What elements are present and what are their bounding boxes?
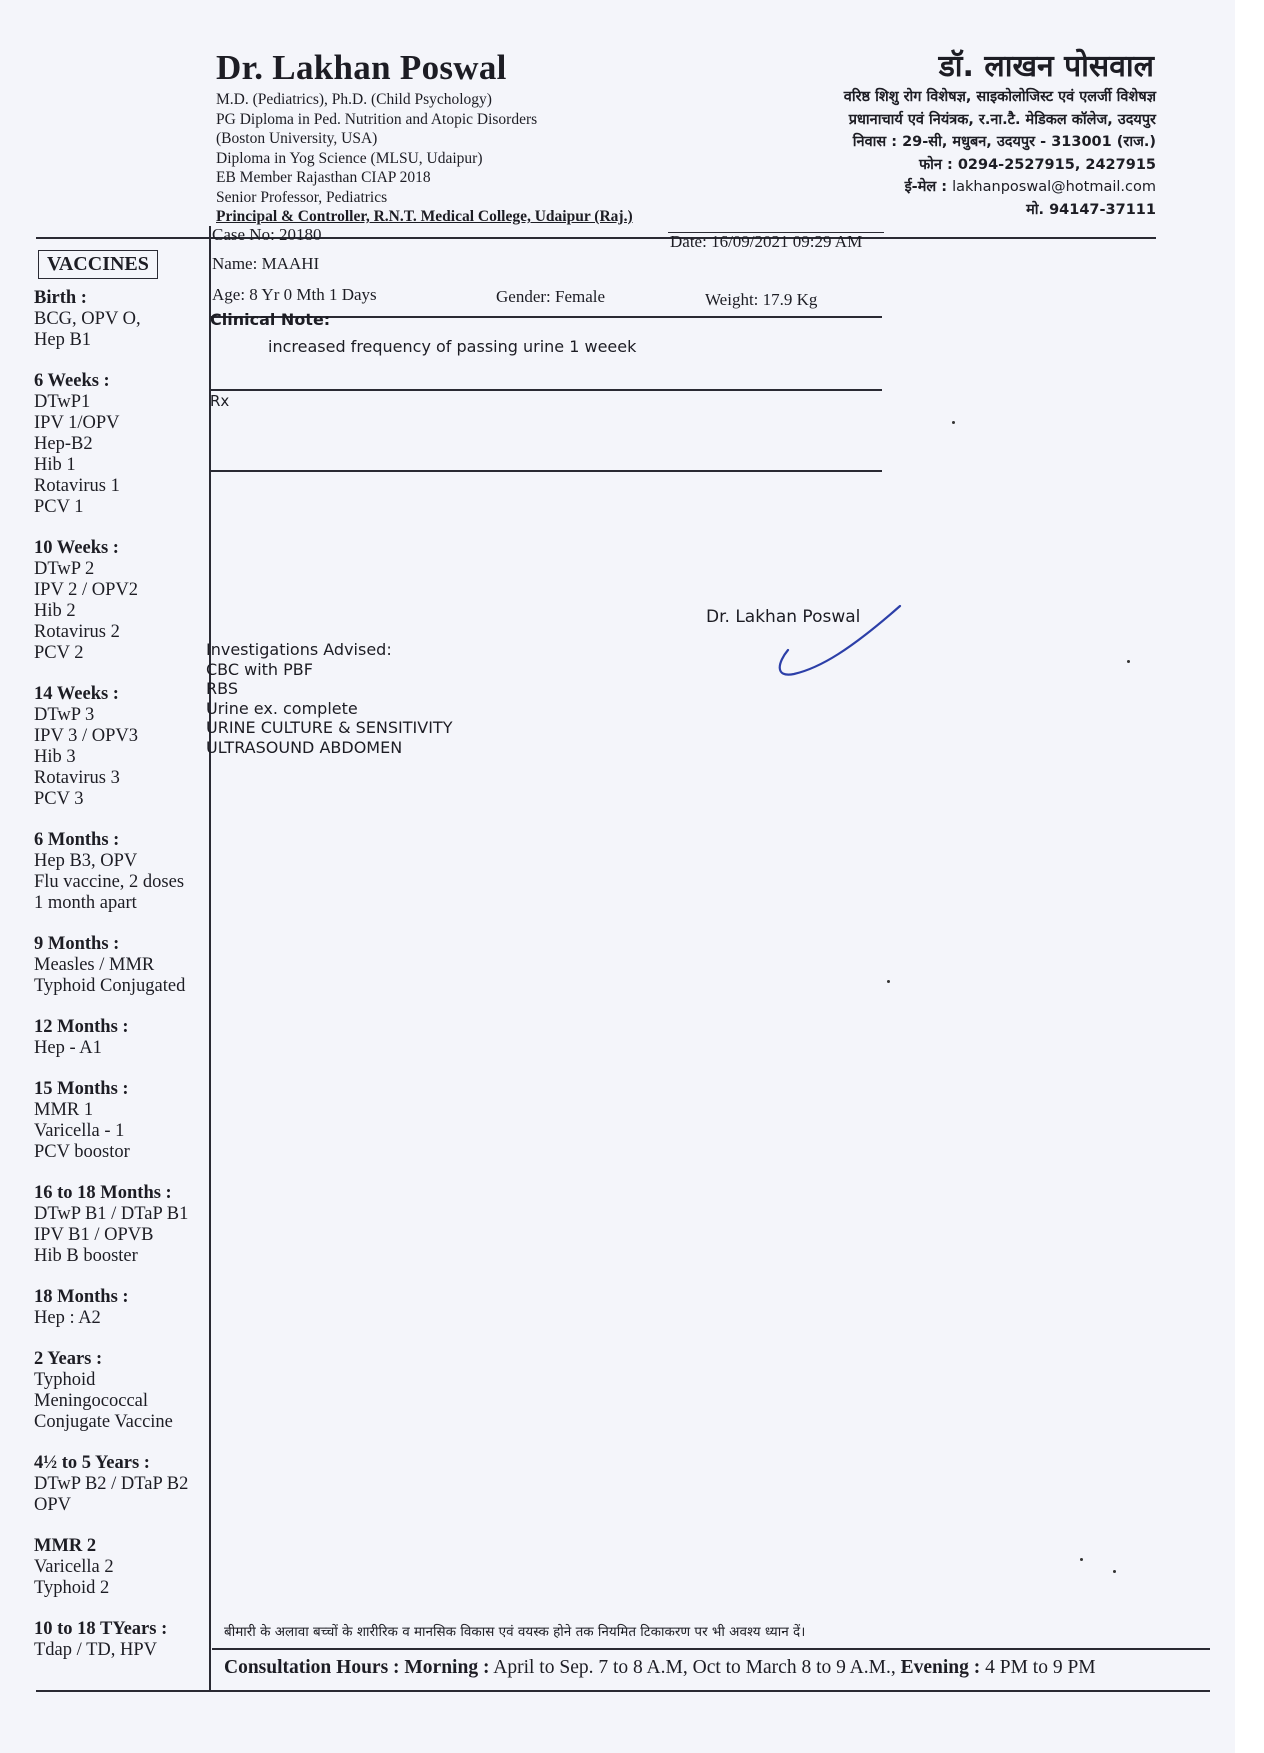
scan-speck bbox=[1080, 1558, 1083, 1561]
vaccine-item: Tdap / TD, HPV bbox=[34, 1640, 157, 1660]
email-line bbox=[844, 176, 1156, 199]
consultation-label: Consultation Hours : bbox=[224, 1657, 400, 1678]
vaccine-item: Hib B booster bbox=[34, 1246, 138, 1266]
vaccine-item: Rotavirus 1 bbox=[34, 476, 120, 496]
scan-speck bbox=[952, 421, 955, 424]
vaccine-group bbox=[34, 1619, 209, 1661]
vaccine-item: Hep : A2 bbox=[34, 1308, 101, 1328]
investigation-item: Urine ex. complete bbox=[206, 698, 358, 718]
vaccine-item: Typhoid Conjugated bbox=[34, 976, 186, 996]
patient-name: Name: MAAHI bbox=[212, 254, 320, 273]
vaccine-item: DTwP 2 bbox=[34, 559, 95, 579]
qualifications bbox=[216, 90, 633, 227]
investigation-item: RBS bbox=[206, 679, 238, 698]
vaccine-group bbox=[34, 1453, 209, 1516]
scan-speck bbox=[1127, 660, 1130, 663]
evening-label: Evening : bbox=[900, 1657, 981, 1678]
vaccine-item: Hib 1 bbox=[34, 455, 76, 475]
vaccine-group-heading: 15 Months : bbox=[34, 1079, 129, 1099]
vaccine-group bbox=[34, 1349, 209, 1433]
vaccine-group-heading: 6 Months : bbox=[34, 830, 120, 850]
vaccine-group bbox=[34, 1079, 209, 1163]
signature-name: Dr. Lakhan Poswal bbox=[706, 607, 861, 627]
vaccine-item: Varicella 2 bbox=[34, 1557, 114, 1577]
vaccine-item: PCV 1 bbox=[34, 497, 84, 517]
vaccine-item: Conjugate Vaccine bbox=[34, 1412, 173, 1432]
footer-top-rule bbox=[212, 1648, 1210, 1650]
rx-label: Rx bbox=[210, 392, 230, 410]
vaccine-item: PCV 2 bbox=[34, 643, 84, 663]
vaccine-group bbox=[34, 1183, 209, 1267]
vaccine-item: Flu vaccine, 2 doses bbox=[34, 872, 185, 892]
vaccine-item: Typhoid bbox=[34, 1370, 96, 1390]
vaccine-item: IPV 2 / OPV2 bbox=[34, 580, 138, 600]
consultation-hours bbox=[224, 1657, 1096, 1679]
vaccine-group bbox=[34, 538, 209, 664]
clinical-note-underline bbox=[210, 389, 882, 391]
vaccine-item: Typhoid 2 bbox=[34, 1578, 110, 1598]
investigations-title: Investigations Advised: bbox=[206, 640, 392, 659]
vaccine-item: 1 month apart bbox=[34, 893, 137, 913]
evening-hours: 4 PM to 9 PM bbox=[985, 1657, 1096, 1678]
vaccine-item: DTwP B2 / DTaP B2 bbox=[34, 1474, 189, 1494]
case-number: Case No: 20180 bbox=[212, 225, 322, 244]
vaccine-group-heading: 9 Months : bbox=[34, 934, 120, 954]
hindi-line: प्रधानाचार्य एवं नियंत्रक, र.ना.टै. मेडिकल कॉलेज, उदयपुर bbox=[848, 111, 1156, 128]
vaccine-schedule bbox=[34, 288, 209, 1681]
vaccine-group-heading: 4½ to 5 Years : bbox=[34, 1453, 150, 1473]
qualification-line: Diploma in Yog Science (MLSU, Udaipur) bbox=[216, 149, 483, 167]
vaccine-item: DTwP B1 / DTaP B1 bbox=[34, 1204, 189, 1224]
footer-advice: बीमारी के अलावा बच्चों के शारीरिक व मानसिक विकास एवं वयस्क होने तक नियमित टिकाकरण पर भी अवश्य ध्यान दें। bbox=[224, 1624, 806, 1640]
email-address: lakhanposwal@hotmail.com bbox=[952, 179, 1156, 195]
vaccine-item: IPV 1/OPV bbox=[34, 413, 120, 433]
vaccine-group bbox=[34, 288, 209, 351]
investigations bbox=[206, 640, 452, 757]
clinical-note-text: increased frequency of passing urine 1 weeek bbox=[268, 337, 637, 356]
vaccine-group bbox=[34, 830, 209, 914]
email-label: ई-मेल : bbox=[904, 179, 948, 195]
vaccine-item: Hep-B2 bbox=[34, 434, 93, 454]
vaccine-item: Meningococcal bbox=[34, 1391, 149, 1411]
vaccine-item: Varicella - 1 bbox=[34, 1121, 125, 1141]
morning-label: Morning : bbox=[404, 1657, 490, 1678]
vaccine-item: DTwP 3 bbox=[34, 705, 95, 725]
vaccine-group-heading: 10 to 18 TYears : bbox=[34, 1619, 168, 1639]
qualification-line: EB Member Rajasthan CIAP 2018 bbox=[216, 169, 431, 186]
qualification-line: Senior Professor, Pediatrics bbox=[216, 188, 388, 206]
hindi-doctor-name: डॉ. लाखन पोसवाल bbox=[938, 49, 1154, 84]
vaccine-group bbox=[34, 1536, 209, 1599]
vaccine-item: PCV 3 bbox=[34, 789, 84, 809]
page-edge bbox=[1235, 0, 1264, 1753]
vaccine-item: Rotavirus 2 bbox=[34, 622, 120, 642]
visit-date: Date: 16/09/2021 09:29 AM bbox=[670, 232, 863, 251]
qualification-line: M.D. (Pediatrics), Ph.D. (Child Psychology) bbox=[216, 91, 492, 108]
patient-weight: Weight: 17.9 Kg bbox=[705, 290, 818, 309]
handwritten-signature bbox=[770, 600, 920, 680]
vaccine-group-heading: Birth : bbox=[34, 288, 87, 308]
clinical-note-label: Clinical Note: bbox=[210, 310, 331, 329]
patient-gender: Gender: Female bbox=[496, 287, 606, 306]
hindi-line: फोन : 0294-2527915, 2427915 bbox=[918, 156, 1156, 173]
doctor-name: Dr. Lakhan Poswal bbox=[216, 48, 507, 87]
vaccine-group-heading: 14 Weeks : bbox=[34, 684, 119, 704]
vaccine-group bbox=[34, 1287, 209, 1329]
vaccine-group-heading: 6 Weeks : bbox=[34, 371, 110, 391]
vaccine-group-heading: 12 Months : bbox=[34, 1017, 129, 1037]
vaccine-item: Hib 3 bbox=[34, 747, 76, 767]
vaccine-group bbox=[34, 371, 209, 518]
vaccine-item: OPV bbox=[34, 1495, 72, 1515]
vaccine-group bbox=[34, 934, 209, 997]
vaccine-item: Hep B1 bbox=[34, 330, 92, 350]
vaccine-item: Hib 2 bbox=[34, 601, 76, 621]
scan-speck bbox=[887, 980, 890, 983]
vaccines-title: VACCINES bbox=[38, 250, 158, 279]
hindi-line: वरिष्ठ शिशु रोग विशेषज्ञ, साइकोलोजिस्ट एवं एलर्जी विशेषज्ञ bbox=[843, 89, 1156, 105]
investigation-item: ULTRASOUND ABDOMEN bbox=[206, 737, 403, 757]
scan-speck bbox=[1113, 1570, 1116, 1573]
vaccine-item: DTwP1 bbox=[34, 392, 91, 412]
vaccine-item: Hep B3, OPV bbox=[34, 851, 138, 871]
footer-bottom-rule bbox=[36, 1690, 1210, 1692]
morning-hours: April to Sep. 7 to 8 A.M, Oct to March 8 to 9 A.M., bbox=[493, 1657, 896, 1678]
vaccine-item: MMR 1 bbox=[34, 1100, 94, 1120]
hindi-details bbox=[844, 86, 1156, 221]
qualification-line: (Boston University, USA) bbox=[216, 130, 378, 147]
vaccine-group-heading: MMR 2 bbox=[34, 1536, 97, 1556]
vaccine-group-heading: 10 Weeks : bbox=[34, 538, 119, 558]
vaccine-item: Rotavirus 3 bbox=[34, 768, 120, 788]
principal-line: Principal & Controller, R.N.T. Medical College, Udaipur (Raj.) bbox=[216, 208, 633, 225]
investigation-item: URINE CULTURE & SENSITIVITY bbox=[206, 718, 453, 737]
vaccine-item: IPV B1 / OPVB bbox=[34, 1225, 154, 1245]
vaccine-item: IPV 3 / OPV3 bbox=[34, 726, 138, 746]
investigation-item: CBC with PBF bbox=[206, 659, 313, 679]
vaccine-group-heading: 16 to 18 Months : bbox=[34, 1183, 172, 1203]
vaccine-group bbox=[34, 1017, 209, 1059]
mobile-number: मो. 94147-37111 bbox=[1026, 201, 1156, 218]
vaccine-column-divider bbox=[209, 226, 211, 1690]
patient-age: Age: 8 Yr 0 Mth 1 Days bbox=[212, 285, 377, 304]
qualification-line: PG Diploma in Ped. Nutrition and Atopic Disorders bbox=[216, 110, 538, 128]
vaccine-item: BCG, OPV O, bbox=[34, 309, 141, 329]
hindi-line: निवास : 29-सी, मधुबन, उदयपुर - 313001 (राज.) bbox=[852, 134, 1156, 150]
header-divider bbox=[36, 237, 1156, 239]
rx-section-underline bbox=[210, 470, 882, 472]
vaccine-item: Measles / MMR bbox=[34, 955, 155, 975]
vaccine-item: PCV boostor bbox=[34, 1142, 130, 1162]
vaccine-group-heading: 2 Years : bbox=[34, 1349, 103, 1369]
vaccine-group-heading: 18 Months : bbox=[34, 1287, 129, 1307]
vaccine-item: Hep - A1 bbox=[34, 1038, 102, 1058]
vaccine-group bbox=[34, 684, 209, 810]
